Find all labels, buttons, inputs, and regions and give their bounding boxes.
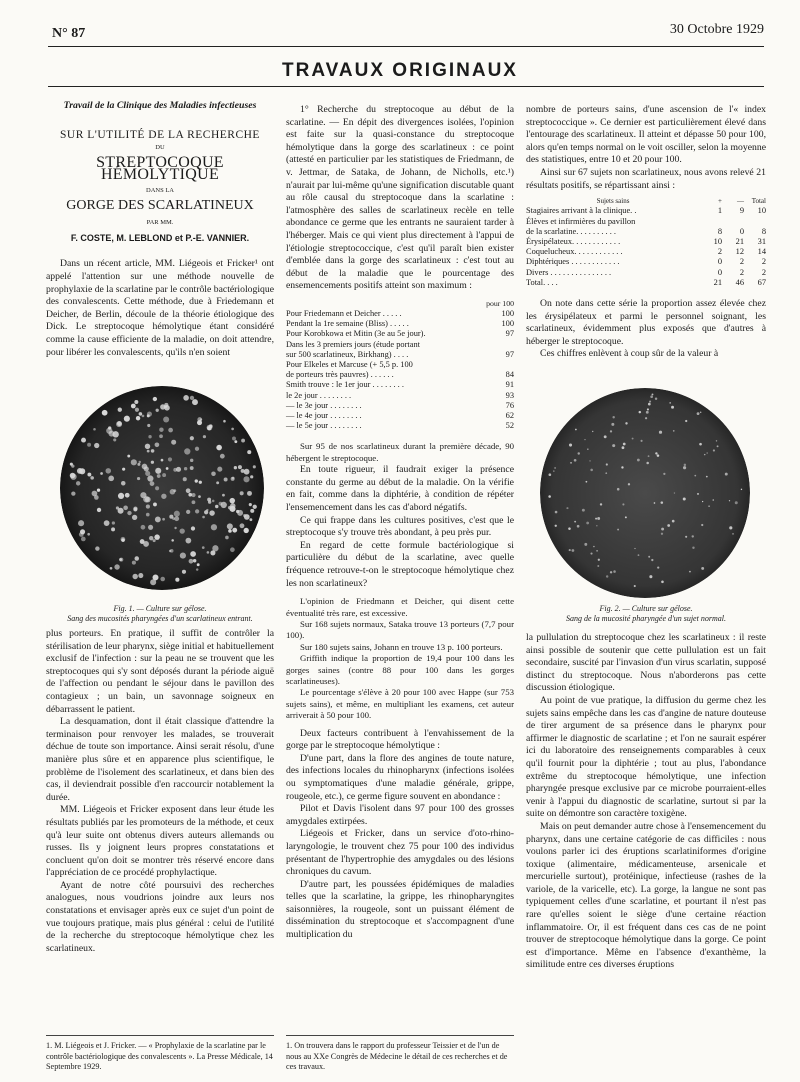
column-3 — [526, 104, 766, 361]
title-line-1: SUR L'UTILITÉ DE LA RECHERCHE — [60, 128, 260, 141]
paragraph: En toute rigueur, il faudrait exiger la présence constante du germe au début de la maladie. On la vérifie en fait, comme dans la diphtérie, à condition de répéter l'ensemencement dans les cas d'abord négatifs. — [286, 464, 514, 513]
table-cell-label: Total. . . . — [526, 277, 558, 287]
paragraph: L'opinion de Friedmann et Deicher, qui disent cette éventualité très rare, est excessive. — [286, 596, 514, 618]
paragraph: plus porteurs. En pratique, il suffit de contrôler la stérilisation de leur pharynx, siège initial et habituellement exclusif de l'infection : sur la peau ne se trouvent que les streptocoques qui s'y sont déposés durant la période aiguë de l'affection ou pendant le séjour dans le pavillon des contagieux ; un bain, un savonnage soigneux en débarrassent le patient. — [46, 628, 274, 715]
figure-2-svg — [540, 388, 750, 598]
table-cell-minus: 21 — [735, 236, 744, 246]
paragraph: Pilot et Davis l'isolent dans 97 pour 100 des grosses amygdales extirpées. — [286, 803, 514, 827]
institution: Travail de la Clinique des Maladies infectieuses — [63, 100, 257, 111]
table-head-label: Sujets sains — [596, 197, 630, 206]
paragraph: Ce qui frappe dans les cultures positives, c'est que le streptocoque s'y trouve très abondant, à peu près pur. — [286, 514, 514, 539]
table-head-plus: + — [718, 197, 722, 206]
figure-1-culture-image — [60, 386, 264, 590]
table-cell-total: 2 — [761, 267, 766, 277]
figure-2-caption-title: Fig. 2. — Culture sur gélose. — [599, 604, 693, 613]
table-cell-plus — [700, 217, 722, 227]
table-head-minus: — — [737, 197, 744, 206]
table-row — [286, 401, 514, 411]
table-cell-label: Divers . . . . . . . . . . . . . . . — [526, 267, 612, 277]
table-cell-label: sur 500 scarlatineux, Birkhang) . . . . — [286, 349, 409, 359]
table-cell-total: 2 — [761, 257, 766, 267]
table-cell-plus: 2 — [717, 247, 722, 257]
table-row — [286, 391, 514, 401]
table-cell-total: 14 — [757, 247, 766, 257]
table-cell-plus: 0 — [717, 267, 722, 277]
paragraph: Sur 180 sujets sains, Johann en trouve 13 p. 100 porteurs. — [300, 641, 503, 652]
table-cell-value: 52 — [505, 421, 514, 431]
table-cell-value: 62 — [505, 410, 514, 420]
table-row — [286, 360, 514, 370]
paragraph: Ainsi sur 67 sujets non scarlatineux, nous avons relevé 21 résultats positifs, se répartissant ainsi : — [526, 166, 766, 191]
table-cell-label: Dans les 3 premiers jours (étude portant — [286, 339, 420, 349]
table-cell-label: de porteurs très pauvres) . . . . . . — [286, 370, 394, 380]
table-cell-value: 97 — [505, 329, 514, 339]
paragraph: Au point de vue pratique, la diffusion du germe chez les sujets sains empêche dans les cas d'angine de nature douteuse de tirer argument de sa présence dans le pharynx pour affirmer le diagnostic de scarlatine ; et l'on ne saurait espérer ici du laboratoire des renseignements comparables à ceux qu'il fournit pour la diphtérie ; tout au plus, l'abondance extrême du streptocoque hémolytique, une infection pharyngée presque exclusive par ce microbe pourraient-elles venir à l'appui du diagnostic de scarlatine, surtout si par la suite on démontre son caractère toxigène. — [526, 694, 766, 820]
figure-1-caption — [46, 604, 274, 624]
table-cell-minus: 2 — [739, 267, 744, 277]
paragraph: Mais on peut demander autre chose à l'ensemencement du pharynx, dans une certaine catégorie de cas difficiles : nous voulons parler ici des éruptions scarlatiniformes d'origine toxique (alimentaire, médicamenteuse, arsenicale et mercurielle surtout), protéinique, infectieuse (rashes de la variole, de la varicelle, etc). La gorge, la langue ne sont pas typiquement celles d'une scarlatine, et pourtant il n'est pas rare qu'elles soient le siège d'une certaine réaction inflammatoire. Or, il est fréquent dans ces cas de ne point trouver de streptocoque hémolytique dans la gorge. Ce point est d'importance. Même en l'absence d'exanthème, la similitude entre ces diverses éruptions — [526, 820, 766, 971]
table-row — [286, 421, 514, 431]
table-cell-plus: 21 — [713, 277, 722, 287]
table-cell-label: de la scarlatine. . . . . . . . . . — [526, 226, 617, 236]
table-cell-label: Pendant la 1re semaine (Bliss) . . . . . — [286, 319, 409, 329]
table-row — [526, 278, 766, 288]
paragraph: MM. Liégeois et Fricker exposent dans leur étude les résultats publiés par les promoteurs de la méthode, et ceux qu'à leur suite ont obtenus divers auteurs allemands ou russes. Ils y joignent leurs propres constatations et concluent qu'on doit se montrer très réservé encore dans l'appréciation de ce procédé prophylactique. — [46, 804, 274, 879]
table-row — [286, 319, 514, 329]
section-rule — [48, 86, 764, 87]
table-cell-total: 67 — [757, 277, 766, 287]
table-cell-plus: 1 — [717, 206, 722, 216]
table-cell-value: 100 — [501, 319, 514, 329]
table-cell-label: Coquelucheux. . . . . . . . . . . . — [526, 247, 623, 257]
paragraph: Le pourcentage s'élève à 20 pour 100 avec Happe (sur 753 sujets sains), et même, en multipliant les examens, cet auteur arriverait à 50 pour 100. — [286, 687, 514, 721]
table-cell-label: — le 4e jour . . . . . . . . — [286, 410, 362, 420]
table-cell-plus: 10 — [713, 236, 722, 246]
table-cell-minus: 12 — [735, 247, 744, 257]
paragraph: Sur 168 sujets normaux, Sataka trouve 13 porteurs (7,7 pour 100). — [286, 618, 514, 641]
table-cell-value: 76 — [505, 400, 514, 410]
table-head-total: Total — [751, 197, 766, 206]
table-cell-label: Stagiaires arrivant à la clinique. . — [526, 206, 637, 216]
table-cell-label: Élèves et infirmières du pavillon — [526, 216, 636, 226]
table-cell-value: 91 — [505, 380, 514, 390]
table-cell-value — [492, 360, 514, 370]
footnote-rule — [46, 1035, 274, 1036]
paragraph: la pullulation du streptocoque chez les scarlatineux : il reste ainsi possible de soutenir que cette pullulation est un fait secondaire, suscité par l'invasion d'un virus scarlatin, supposé distinct du streptocoque. Nous n'aborderons pas cette discussion étiologique. — [526, 632, 766, 694]
table-row — [526, 268, 766, 278]
figure-2-culture-image — [540, 388, 750, 598]
column-1 — [46, 100, 274, 359]
page-number: N° 87 — [52, 26, 86, 41]
statistics-block — [286, 596, 514, 721]
table-cell-total: 10 — [757, 206, 766, 216]
figure-2-caption-text: Sang de la mucosité pharyngée d'un sujet normal. — [566, 614, 726, 623]
paragraph: Sur 95 de nos scarlatineux durant la première décade, 90 hébergent le streptocoque. — [286, 441, 514, 463]
paragraph: La desquamation, dont il était classique d'attendre la terminaison pour renvoyer les malades, se trouverait déchue de toute son importance. Ainsi serait résolu, d'une manière plus sûre et en apparence plus scientifique, le problème de l'isolement des scarlatineux, et dans bien des cas, il deviendrait possible d'en raccourcir notablement la durée. — [46, 716, 274, 803]
table-cell-plus: 8 — [717, 226, 722, 236]
title-du: DU — [155, 144, 165, 152]
paragraph: nombre de porteurs sains, d'une ascension de l'« index streptococcique ». Ce dernier est particulièrement élevé dans l'entourage des scarlatineux. Il atteint et dépasse 50 pour 100, alors qu'en temps normal on le voit osciller, selon la moyenne des statistiques, entre 10 et 20 pour 100. — [526, 104, 766, 166]
table-cell-value: 84 — [505, 370, 514, 380]
small-text — [286, 441, 514, 464]
header-rule — [48, 46, 764, 47]
table-cell-label: — le 5e jour . . . . . . . . — [286, 421, 362, 431]
paragraph: Ces chiffres enlèvent à coup sûr de la valeur à — [540, 348, 719, 360]
carrier-table — [526, 196, 766, 288]
table-row — [286, 309, 514, 319]
figure-1-caption-text: Sang des mucosités pharyngées d'un scarlatineux entrant. — [67, 614, 253, 623]
table-row — [526, 227, 766, 237]
positivity-table — [286, 309, 514, 431]
table-cell-minus: 2 — [739, 257, 744, 267]
table-cell-label: Érysipélateux. . . . . . . . . . . . — [526, 236, 621, 246]
table-cell-label: Pour Korobkowa et Mitin (3e au 5e jour). — [286, 329, 426, 339]
table-cell-label: Smith trouve : le 1er jour . . . . . . . . — [286, 380, 404, 390]
table-row — [286, 411, 514, 421]
column-3-continued — [526, 632, 766, 972]
paragraph: D'autre part, les poussées épidémiques de maladies telles que la scarlatine, la grippe, les rhinopharyngites saisonnières, la rougeole, sont un puissant élément de dissémination du streptocoque et s'accompagnent d'une multiplication du — [286, 878, 514, 941]
table-cell-value: 100 — [501, 308, 514, 318]
footnote-2: 1. On trouvera dans le rapport du professeur Teissier et de l'un de nous au XXe Congrès de Médecine le détail de ces recherches et de ces travaux. — [286, 1041, 508, 1072]
table-row — [286, 380, 514, 390]
table-cell-value: 97 — [505, 349, 514, 359]
par-mm: PAR MM. — [146, 219, 174, 227]
table-cell-label: le 2e jour . . . . . . . . — [286, 390, 352, 400]
footnote-rule — [286, 1035, 514, 1036]
paragraph: D'une part, dans la flore des angines de toute nature, des infections locales du rhinopharynx (infections isolées ou symptomatiques d'une maladie générale, grippe, rougeole, etc.), ce germe figure souvent en abondance : — [286, 752, 514, 802]
table-cell-minus: 46 — [735, 277, 744, 287]
table-cell-label: — le 3e jour . . . . . . . . — [286, 400, 362, 410]
title-dans-la: DANS LA — [146, 186, 174, 194]
table-row — [526, 206, 766, 216]
table-cell-label: Pour Friedemann et Deicher . . . . . — [286, 308, 402, 318]
figure-1-caption-title: Fig. 1. — Culture sur gélose. — [113, 604, 207, 613]
table-row — [526, 237, 766, 247]
intro-paragraph: Dans un récent article, MM. Liégeois et Fricker¹ ont appelé l'attention sur une méthode nouvelle de prophylaxie de la scarlatine par le contrôle bactériologique des convalescents. Cette méthode, due à Friedemann et Deicher, de Berlin, découle de la théorie étiologique des Dick. Le streptocoque hémolytique étant considéré comme la cause efficiente de la maladie, on doit attendre, pour libérer les convalescents, qu'ils n'en soient — [46, 258, 274, 358]
title-line-2: STREPTOCOQUE HÉMOLYTIQUE — [96, 153, 224, 184]
table-cell-total: 8 — [761, 226, 766, 236]
paragraph: Griffith indique la proportion de 19,4 pour 100 dans les gorges saines (contre 88 pour 100 dans les gorges scarlatineuses). — [286, 653, 514, 686]
table-row — [526, 217, 766, 227]
table-row — [286, 350, 514, 360]
table-cell-label: Diphtériques . . . . . . . . . . . . — [526, 257, 620, 267]
paragraph: 1° Recherche du streptocoque au début de la scarlatine. — En dépit des divergences isolées, l'opinion est faite sur la quasi-constance du streptocoque hémolytique dans la gorge des scarlatineux : ce point (attesté en particulier par les statistiques de Friedmann, de v. Jettmar, de Sataka, de Johann, de Nicholls, etc.¹) n'aurait par lui-même qu'une signification discutable quant au rôle causal du streptocoque dans la scarlatine : l'atmosphère des salles de scarlatineux recèle en telle abondance ce germe que les entrants ne sauraient tarder à l'héberger. Mais ce qui vient plus directement à l'appui de l'étiologie streptococcique, c'est qu'il paraît bien exister d'emblée dans la gorge des scarlatineux : c'est tout au début de la maladie que le pourcentage des ensemencements positifs atteint son maximum : — [286, 104, 514, 292]
article-header — [46, 100, 274, 244]
table-cell-minus: 0 — [739, 226, 744, 236]
table-row — [526, 247, 766, 257]
table-cell-minus — [722, 217, 744, 227]
table-cell-label: Pour Elkeles et Marcuse (+ 5,5 p. 100 — [286, 359, 413, 369]
table-cell-total: 31 — [757, 236, 766, 246]
table-cell-plus: 0 — [717, 257, 722, 267]
table-row — [286, 370, 514, 380]
figure-1-svg — [60, 386, 264, 590]
issue-date: 30 Octobre 1929 — [669, 22, 764, 37]
paragraph: Deux facteurs contribuent à l'envahissement de la gorge par le streptocoque hémolytique : — [286, 727, 514, 752]
paragraph: Liégeois et Fricker, dans un service d'oto-rhino-laryngologie, le trouvent chez 75 pour 100 des individus présentant de l'hypertrophie des amygdales ou des lésions chroniques du cavum. — [286, 828, 514, 878]
table-cell-minus: 9 — [739, 206, 744, 216]
figure-2-caption — [526, 604, 766, 624]
paragraph: En regard de cette formule bactériologique si particulière du début de la scarlatine, avec quelle fréquence retrouve-t-on le streptocoque hémolytique chez les non scarlatineux? — [286, 539, 514, 589]
table-unit: pour 100 — [486, 298, 514, 308]
footnote-1: 1. M. Liégeois et J. Fricker. — « Prophylaxie de la scarlatine par le contrôle bactériologique des convalescents ». La Presse Médicale, 14 Septembre 1929. — [46, 1041, 273, 1072]
column-2 — [286, 104, 514, 942]
title-line-3: GORGE DES SCARLATINEUX — [66, 197, 254, 213]
table-cell-total — [744, 217, 766, 227]
table-cell-value — [492, 340, 514, 350]
authors: F. COSTE, M. LEBLOND et P.-E. VANNIER. — [70, 232, 250, 243]
column-1-continued — [46, 628, 274, 955]
table-row — [286, 329, 514, 339]
paragraph: Ayant de notre côté poursuivi des recherches analogues, nous voudrions joindre aux leurs nos constatations et envisager après eux ce sujet d'un point de vue toujours pratique, mais plus général : celui de l'utilité de la recherche du streptocoque hémolytique chez les scarlatineux. — [46, 879, 274, 954]
table-cell-value: 93 — [505, 390, 514, 400]
table-row — [526, 257, 766, 267]
section-title: TRAVAUX ORIGINAUX — [282, 60, 518, 81]
paragraph: On note dans cette série la proportion assez élevée chez les érysipélateux et parmi le personnel soignant, les scarlatineux, évidemment plus exposés que d'autres à héberger le streptocoque. — [526, 297, 766, 347]
table-row — [286, 340, 514, 350]
